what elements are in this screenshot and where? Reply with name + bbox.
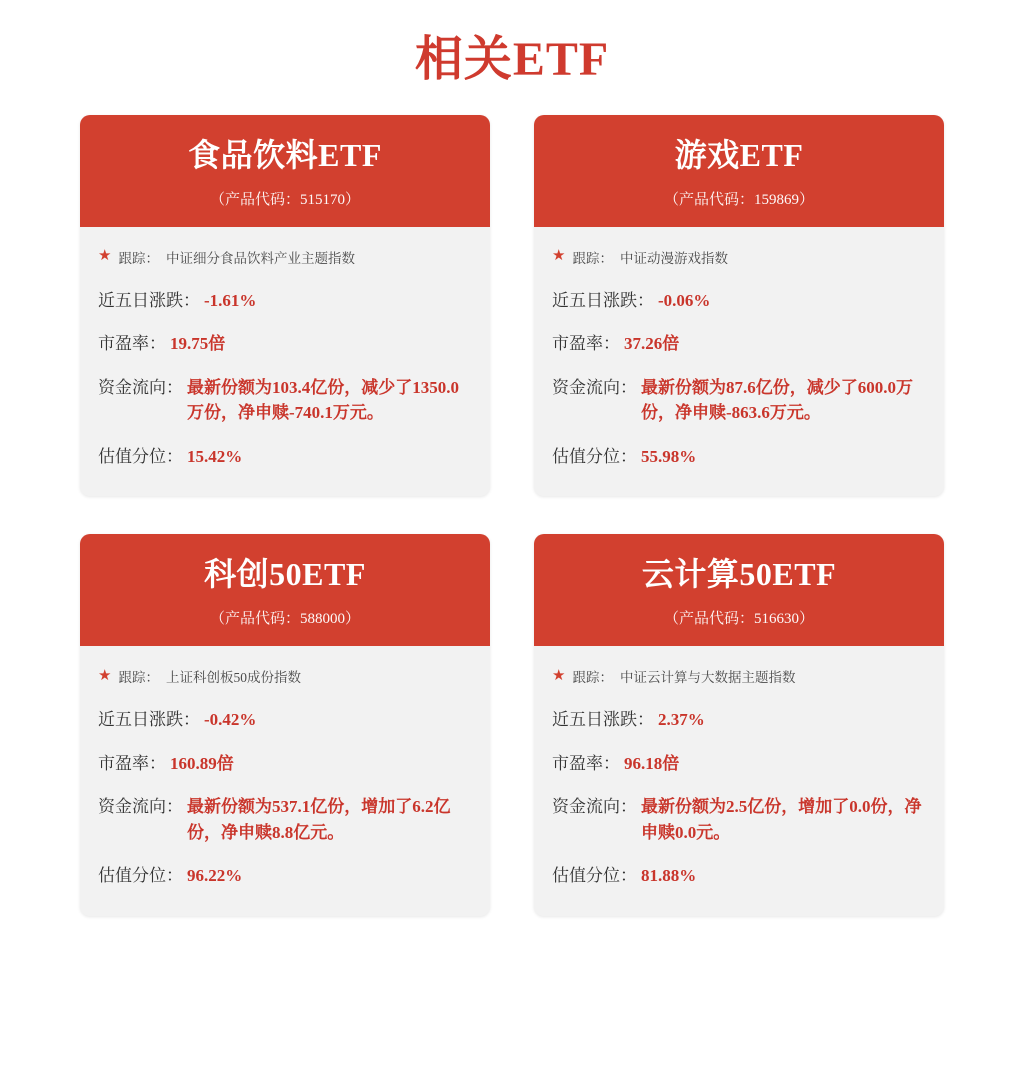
fund-flow-row [98, 366, 472, 435]
code-value: 159869 [754, 191, 799, 208]
code-suffix-label: ） [799, 611, 815, 628]
change-5d-row [98, 279, 472, 323]
fund-flow-row [552, 366, 926, 435]
valuation-percentile-label: 估值分位： [98, 866, 183, 886]
valuation-percentile-label: 估值分位： [552, 866, 637, 886]
etf-code [546, 607, 932, 628]
tracking-index-row [552, 662, 926, 698]
etf-code [92, 188, 478, 209]
fund-flow-label: 资金流向： [552, 797, 637, 817]
code-suffix-label: ） [345, 191, 361, 208]
change-5d-value: -0.06% [658, 290, 711, 310]
fund-flow-value: 最新份额为2.5亿份，增加了0.0份，净申赎0.0元。 [641, 797, 922, 842]
tracking-label: 跟踪： [572, 250, 613, 266]
pe-ratio-label: 市盈率： [552, 334, 620, 354]
tracking-label: 跟踪： [118, 250, 159, 266]
tracking-value: 中证动漫游戏指数 [619, 250, 728, 266]
pe-ratio-value: 96.18倍 [624, 753, 680, 773]
pe-ratio-row [552, 742, 926, 786]
code-prefix-label: （产品代码： [209, 191, 300, 208]
star-icon: ★ [552, 667, 566, 684]
valuation-percentile-value: 81.88% [641, 866, 697, 886]
valuation-percentile-value: 55.98% [641, 446, 697, 466]
change-5d-row [98, 698, 472, 742]
change-5d-label: 近五日涨跌： [98, 290, 200, 310]
code-prefix-label: （产品代码： [663, 191, 754, 208]
tracking-label: 跟踪： [572, 670, 613, 686]
page-title: 相关ETF [414, 33, 610, 86]
valuation-percentile-row [552, 435, 926, 479]
tracking-value: 上证科创板50成份指数 [165, 670, 301, 686]
etf-card[interactable] [80, 115, 490, 496]
star-icon: ★ [98, 248, 112, 265]
pe-ratio-row [98, 322, 472, 366]
pe-ratio-label: 市盈率： [98, 753, 166, 773]
valuation-percentile-label: 估值分位： [552, 446, 637, 466]
fund-flow-label: 资金流向： [552, 377, 637, 397]
fund-flow-row [98, 785, 472, 854]
pe-ratio-value: 160.89倍 [170, 753, 234, 773]
etf-name: 云计算50ETF [641, 556, 837, 593]
fund-flow-value: 最新份额为103.4亿份，减少了1350.0万份，净申赎-740.1万元。 [187, 377, 459, 423]
valuation-percentile-value: 15.42% [187, 446, 243, 466]
tracking-value: 中证细分食品饮料产业主题指数 [165, 250, 355, 266]
etf-card-body [80, 227, 490, 497]
pe-ratio-row [98, 742, 472, 786]
tracking-index-row [98, 243, 472, 279]
code-value: 516630 [754, 611, 799, 628]
code-suffix-label: ） [345, 611, 361, 628]
etf-card-header [534, 115, 944, 227]
etf-card[interactable] [534, 534, 944, 915]
etf-card[interactable] [534, 115, 944, 496]
tracking-index-row [552, 243, 926, 279]
etf-card-body [534, 646, 944, 916]
fund-flow-value: 最新份额为87.6亿份，减少了600.0万份，净申赎-863.6万元。 [641, 377, 913, 423]
etf-card-header [80, 115, 490, 227]
change-5d-row [552, 698, 926, 742]
fund-flow-label: 资金流向： [98, 797, 183, 817]
etf-code [92, 607, 478, 628]
etf-name: 科创50ETF [204, 556, 366, 593]
change-5d-label: 近五日涨跌： [552, 290, 654, 310]
valuation-percentile-row [98, 435, 472, 479]
tracking-value: 中证云计算与大数据主题指数 [619, 670, 796, 686]
change-5d-value: -0.42% [204, 710, 257, 730]
tracking-index-row [98, 662, 472, 698]
etf-card-body [80, 646, 490, 916]
star-icon: ★ [552, 248, 566, 265]
valuation-percentile-row [552, 854, 926, 898]
change-5d-value: 2.37% [658, 710, 705, 730]
etf-card-grid [0, 115, 1024, 916]
etf-name: 食品饮料ETF [188, 137, 382, 173]
pe-ratio-value: 37.26倍 [624, 334, 680, 354]
etf-card-body [534, 227, 944, 497]
pe-ratio-row [552, 322, 926, 366]
code-prefix-label: （产品代码： [663, 611, 754, 628]
pe-ratio-label: 市盈率： [98, 334, 166, 354]
etf-card-header [534, 534, 944, 646]
code-prefix-label: （产品代码： [209, 611, 300, 628]
code-value: 515170 [300, 191, 345, 208]
fund-flow-row [552, 785, 926, 854]
etf-name: 游戏ETF [674, 137, 804, 173]
valuation-percentile-label: 估值分位： [98, 446, 183, 466]
fund-flow-value: 最新份额为537.1亿份，增加了6.2亿份，净申赎8.8亿元。 [187, 797, 451, 842]
tracking-label: 跟踪： [118, 670, 159, 686]
code-suffix-label: ） [799, 191, 815, 208]
change-5d-label: 近五日涨跌： [98, 710, 200, 730]
etf-card-header [80, 534, 490, 646]
etf-card[interactable] [80, 534, 490, 915]
valuation-percentile-value: 96.22% [187, 866, 243, 886]
code-value: 588000 [300, 611, 345, 628]
pe-ratio-label: 市盈率： [552, 753, 620, 773]
valuation-percentile-row [98, 854, 472, 898]
etf-code [546, 188, 932, 209]
change-5d-row [552, 279, 926, 323]
pe-ratio-value: 19.75倍 [170, 334, 226, 354]
star-icon: ★ [98, 667, 112, 684]
change-5d-label: 近五日涨跌： [552, 710, 654, 730]
change-5d-value: -1.61% [204, 290, 257, 310]
fund-flow-label: 资金流向： [98, 377, 183, 397]
